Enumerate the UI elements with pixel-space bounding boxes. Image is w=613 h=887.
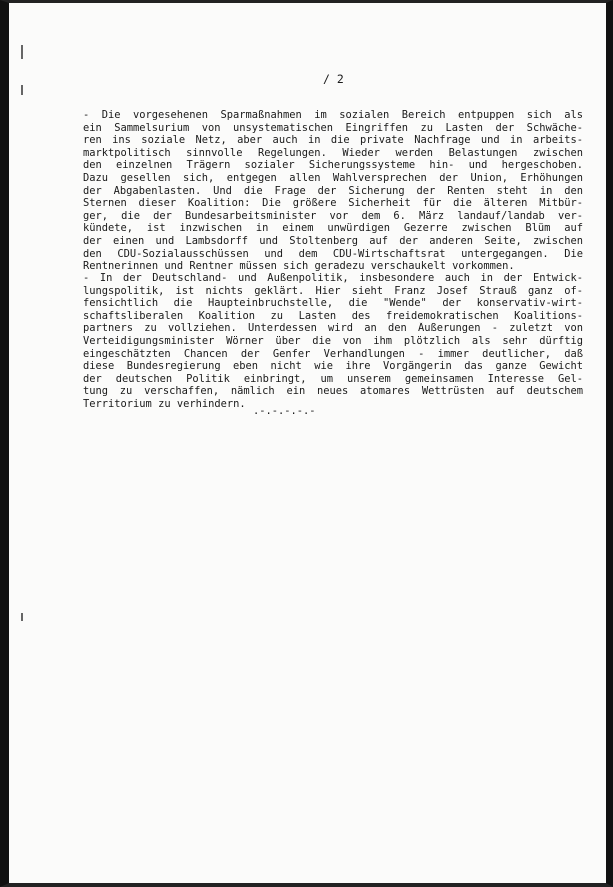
text-line: marktpolitisch sinnvolle Regelungen. Wieder werden Belastungen zwischen xyxy=(83,146,583,159)
text-line: - In der Deutschland- und Außenpolitik, insbesondere auch in der Entwick- xyxy=(83,272,583,284)
text-line: Sternen dieser Koalition: Die größere Sicherheit für die älteren Mitbür- xyxy=(83,197,583,210)
text-line: Dazu gesellen sich, entgegen allen Wahlversprechen der Union, Erhöhungen xyxy=(83,171,583,184)
text-line: lungspolitik, ist nichts geklärt. Hier sieht Franz Josef Strauß ganz of- xyxy=(83,284,583,297)
text-line: fensichtlich die Haupteinbruchstelle, die "Wende" der konservativ-wirt- xyxy=(83,297,583,310)
text-line: den einzelnen Trägern sozialer Sicherungssysteme hin- und hergeschoben. xyxy=(83,159,583,172)
page-number: / 2 xyxy=(323,72,344,86)
scan-edge-mark xyxy=(21,613,23,621)
paragraph-foreign-policy xyxy=(83,272,583,411)
end-of-text-mark: .-.-.-.-.- xyxy=(253,405,316,417)
text-line: der Abgabenlasten. Und die Frage der Sicherung der Renten steht in den xyxy=(83,184,583,197)
text-line: partners zu vollziehen. Unterdessen wird an den Äußerungen - zuletzt von xyxy=(83,322,583,335)
text-line: kündete, ist inzwischen in einem unwürdigen Gezerre zwischen Blüm auf xyxy=(83,222,583,235)
text-line: - Die vorgesehenen Sparmaßnahmen im sozialen Bereich entpuppen sich als xyxy=(83,109,583,121)
text-line: Rentnerinnen und Rentner müssen sich geradezu verschaukelt vorkommen. xyxy=(83,260,515,273)
scan-edge-mark xyxy=(21,45,23,59)
text-line: der einen und Lambsdorff und Stoltenberg auf der anderen Seite, zwischen xyxy=(83,234,583,247)
text-line: diese Bundesregierung eben nicht wie ihre Vorgängerin das ganze Gewicht xyxy=(83,360,583,373)
text-line: schaftsliberalen Koalition zu Lasten des freidemokratischen Koalitions- xyxy=(83,309,583,322)
text-line: eingeschätzten Chancen der Genfer Verhandlungen - immer deutlicher, daß xyxy=(83,347,583,360)
text-line: ger, die der Bundesarbeitsminister vor dem 6. März landauf/landab ver- xyxy=(83,209,583,222)
text-line: Verteidigungsminister Wörner über die von ihm plötzlich als sehr dürftig xyxy=(83,334,583,347)
text-line: Territorium zu verhindern. xyxy=(83,397,246,410)
text-line: tung zu verschaffen, nämlich ein neues atomares Wettrüsten auf deutschem xyxy=(83,385,583,398)
text-line: ein Sammelsurium von unsystematischen Eingriffen zu Lasten der Schwäche- xyxy=(83,121,583,134)
scan-edge-mark xyxy=(21,85,23,95)
text-line: den CDU-Sozialausschüssen und dem CDU-Wirtschaftsrat untergegangen. Die xyxy=(83,247,583,260)
text-line: der deutschen Politik einbringt, um unserem gemeinsamen Interesse Gel- xyxy=(83,372,583,385)
paragraph-social-policy xyxy=(83,109,583,273)
text-line: ren ins soziale Netz, aber auch in die private Nachfrage und in arbeits- xyxy=(83,134,583,147)
